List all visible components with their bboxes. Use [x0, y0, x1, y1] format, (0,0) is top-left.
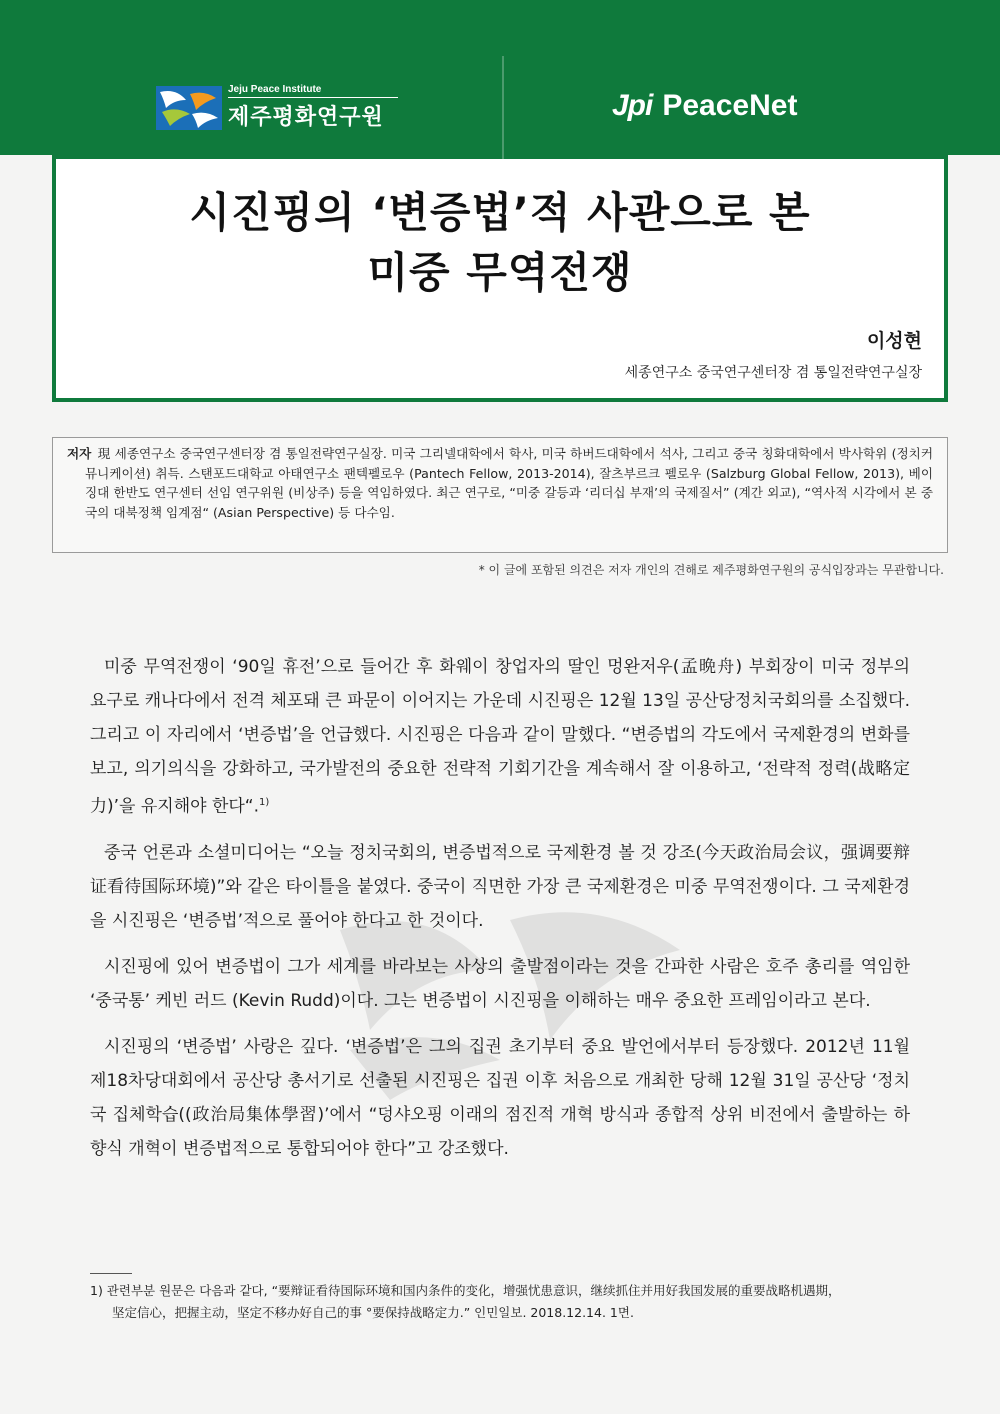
- paragraph-4: 시진핑의 ‘변증법’ 사랑은 깊다. ‘변증법’은 그의 집권 초기부터 중요 발언에서부터 등장했다. 2012년 11월 제18차당대회에서 공산당 총서기로 선출된 시진핑은 집권 이후 처음으로 개최한 당해 12월 31일 공산당 ‘정치국 집체학습((政治局集体學習)’에서 “덩샤오핑 이래의 점진적 개혁 방식과 종합적 상위 비전에서 출발하는 하향식 개혁이 변증법적으로 통합되어야 한다”고 강조했다.: [90, 1036, 910, 1159]
- header-divider: [502, 56, 504, 159]
- author-bio: [67, 444, 933, 522]
- peacenet-wordmark: PeaceNet: [662, 89, 798, 122]
- author-affiliation: 세종연구소 중국연구센터장 겸 통일전략연구실장: [624, 365, 922, 381]
- institute-name-ko: 제주평화연구원: [228, 105, 384, 130]
- bio-label: 저자: [67, 446, 92, 461]
- footnote-line-1: 1) 관련부분 원문은 다음과 같다, “要辩证看待国际环境和国内条件的变化，增强忧患意识，继续抓住并用好我国发展的重要战略机遇期，: [90, 1283, 841, 1298]
- footnote-line-2: 坚定信心，把握主动，坚定不移办好自己的事 °要保持战略定力.” 인민일보. 2018.12.14. 1면.: [112, 1305, 634, 1320]
- bio-text: 現 세종연구소 중국연구센터장 겸 통일전략연구실장. 미국 그리넬대학에서 학사, 미국 하버드대학에서 석사, 그리고 중국 칭화대학에서 박사학위 (정치커뮤니케이션) 취득. 스탠포드대학교 아태연구소 팬텍펠로우 (Pantech Fellow, 2013-2014), 잘츠부르크 펠로우 (Salzburg Global Fellow, 2013), 베이징대 한반도 연구센터 선임 연구위원 (비상주) 등을 역임하였다. 최근 연구로, “미중 갈등과 ‘리더십 부재’의 국제질서” (계간 외교), “역사적 시각에서 본 중국의 대북정책 임계점“ (Asian Perspective) 등 다수임.: [85, 446, 933, 520]
- title-line-2: 미중 무역전쟁: [367, 248, 633, 297]
- peacenet-logo[interactable]: [612, 89, 797, 123]
- jeju-peace-institute-logo[interactable]: [156, 84, 398, 131]
- header-frame: [52, 52, 948, 402]
- footnote-1: [90, 1280, 920, 1324]
- paragraph-3: 시진핑에 있어 변증법이 그가 세계를 바라보는 사상의 출발점이라는 것을 간파한 사람은 호주 총리를 역임한 ‘중국통’ 케빈 러드 (Kevin Rudd)이다. 그는 변증법이 시진핑을 이해하는 매우 중요한 프레임이라고 본다.: [90, 956, 910, 1011]
- paragraph-2: 중국 언론과 소셜미디어는 “오늘 정치국회의, 변증법적으로 국제환경 볼 것 강조(今天政治局会议，强调要辩证看待国际环境)”와 같은 타이틀을 붙였다. 중국이 직면한 가장 큰 국제환경은 미중 무역전쟁이다. 그 국제환경을 시진핑은 ‘변증법’적으로 풀어야 한다고 한 것이다.: [90, 842, 910, 931]
- jpi-bird-icon: [156, 86, 222, 130]
- jpi-wordmark: Jpi: [612, 89, 653, 122]
- institute-name-en: Jeju Peace Institute: [228, 84, 398, 98]
- article-body: [90, 650, 910, 1178]
- paragraph-1-text: 미중 무역전쟁이 ‘90일 휴전’으로 들어간 후 화웨이 창업자의 딸인 멍완저우(孟晩舟) 부회장이 미국 정부의 요구로 캐나다에서 전격 체포돼 큰 파문이 이어지는 가운데 시진핑은 12월 13일 공산당정치국회의를 소집했다. 그리고 이 자리에서 ‘변증법’을 언급했다. 시진핑은 다음과 같이 말했다. “변증법의 각도에서 국제환경의 변화를 보고, 의기의식을 강화하고, 국가발전의 중요한 전략적 기회기간을 계속해서 잘 이용하고, ‘전략적 정력(战略定力)’을 유지해야 한다“.: [90, 657, 910, 817]
- brand-header: [56, 56, 944, 159]
- footnote-ref-1[interactable]: 1): [259, 797, 270, 808]
- title-line-1: 시진핑의 ‘변증법’적 사관으로 본: [189, 188, 811, 237]
- author-bio-box: [52, 437, 948, 553]
- footnote-rule: [90, 1273, 132, 1274]
- author-name: 이성현: [866, 330, 922, 352]
- page-title: [56, 183, 944, 303]
- disclaimer: * 이 글에 포함된 의견은 저자 개인의 견해로 제주평화연구원의 공식입장과는 무관합니다.: [478, 563, 944, 577]
- paragraph-1: [90, 650, 910, 824]
